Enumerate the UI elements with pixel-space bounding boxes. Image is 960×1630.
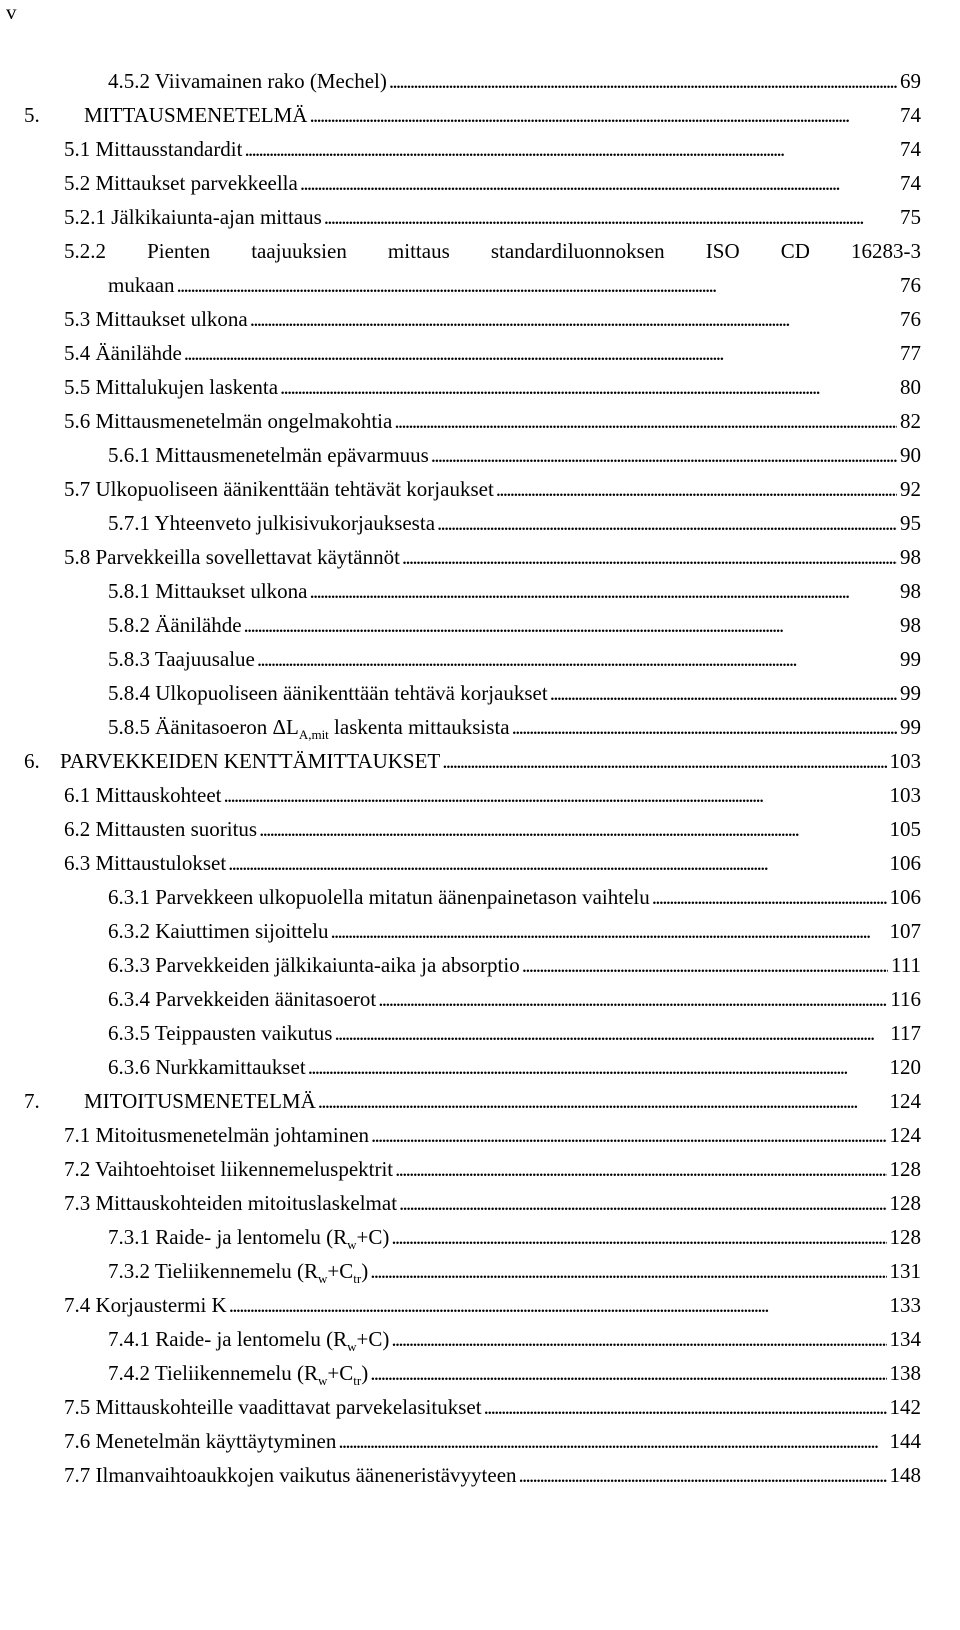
- toc-page: 116: [890, 987, 921, 1011]
- dot-leader: [370, 1358, 886, 1388]
- toc-page: 128: [889, 1225, 921, 1249]
- toc-number: 7.5: [64, 1395, 91, 1419]
- toc-title: Mittausstandardit: [95, 137, 243, 161]
- toc-number: 5.8.5: [108, 715, 150, 739]
- delta-symbol: ΔL: [272, 715, 299, 739]
- toc-page: 98: [900, 579, 921, 603]
- toc-entry[interactable]: [108, 576, 921, 610]
- toc-page: 80: [900, 375, 921, 399]
- toc-entry[interactable]: [64, 338, 921, 372]
- toc-number: 7.2: [64, 1157, 91, 1181]
- toc-number: 6.1: [64, 783, 91, 807]
- toc-title: Nurkkamittaukset: [155, 1055, 306, 1079]
- toc-page: 134: [889, 1327, 921, 1351]
- toc-entry[interactable]: [24, 100, 921, 134]
- toc-title: Mittausmenetelmän epävarmuus: [155, 443, 429, 467]
- toc-entry[interactable]: [64, 1290, 921, 1324]
- dot-leader: [223, 780, 886, 810]
- toc-page: 90: [900, 443, 921, 467]
- toc-number: 7.4.1: [108, 1327, 150, 1351]
- dot-leader: [229, 1290, 887, 1320]
- toc-page: 117: [890, 1021, 921, 1045]
- toc-entry[interactable]: [108, 610, 921, 644]
- toc-entry[interactable]: [64, 1188, 921, 1222]
- toc-entry[interactable]: [108, 644, 921, 678]
- toc-number: 5.8.2: [108, 613, 150, 637]
- toc-number: 7.4: [64, 1293, 91, 1317]
- toc-entry[interactable]: [108, 1358, 921, 1392]
- dot-leader: [391, 1324, 886, 1354]
- toc-entry[interactable]: [24, 1086, 921, 1120]
- toc-entry[interactable]: [64, 372, 921, 406]
- toc-entry[interactable]: [64, 168, 921, 202]
- toc-number: 5.7.1: [108, 511, 150, 535]
- toc-title: MITTAUSMENETELMÄ: [84, 103, 308, 127]
- dot-leader: [228, 848, 886, 878]
- toc-title: mukaan: [108, 273, 175, 297]
- dot-leader: [496, 474, 897, 504]
- toc-page: 124: [889, 1089, 921, 1113]
- toc-page: 76: [900, 307, 921, 331]
- toc-entry[interactable]: [24, 746, 921, 780]
- dot-leader: [402, 542, 897, 572]
- toc-page: 106: [889, 851, 921, 875]
- toc-entry[interactable]: [108, 508, 921, 542]
- toc-page: 98: [900, 545, 921, 569]
- toc-number: 7.1: [64, 1123, 91, 1147]
- dot-leader: [244, 610, 897, 640]
- toc-number: 7.4.2: [108, 1361, 150, 1385]
- dot-leader: [308, 1052, 887, 1082]
- dot-leader: [399, 1188, 886, 1218]
- toc-page: 131: [889, 1259, 921, 1283]
- toc-page: 111: [891, 953, 921, 977]
- toc-entry[interactable]: [64, 780, 921, 814]
- dot-leader: [370, 1256, 886, 1286]
- toc-entry[interactable]: [108, 712, 921, 746]
- toc-title: Mittalukujen laskenta: [95, 375, 279, 399]
- dot-leader: [378, 984, 887, 1014]
- toc-page: 74: [900, 137, 921, 161]
- toc-title: Menetelmän käyttäytyminen: [95, 1429, 337, 1453]
- dot-leader: [334, 1018, 887, 1048]
- toc-title: Viivamainen rako (Mechel): [154, 69, 387, 93]
- toc-number: 5.8.4: [108, 681, 150, 705]
- dot-leader: [176, 270, 897, 300]
- toc-page: 124: [889, 1123, 921, 1147]
- toc-number: 6.3.4: [108, 987, 150, 1011]
- toc-entry[interactable]: [108, 950, 921, 984]
- toc-title: Mittaustulokset: [95, 851, 227, 875]
- toc-title: Mitoitusmenetelmän johtaminen: [95, 1123, 370, 1147]
- toc-number: 6.3: [64, 851, 91, 875]
- toc-title: Vaihtoehtoiset liikennemeluspektrit: [95, 1157, 394, 1181]
- toc-page: 74: [900, 103, 921, 127]
- dot-leader: [259, 814, 886, 844]
- toc-page: 128: [889, 1191, 921, 1215]
- toc-page: 99: [900, 681, 921, 705]
- toc-number: 5.6.1: [108, 443, 150, 467]
- toc-title: Parvekkeilla sovellettavat käytännöt: [95, 545, 400, 569]
- toc-title: Mittaukset ulkona: [95, 307, 248, 331]
- toc-number: 7.3.2: [108, 1259, 150, 1283]
- toc-entry[interactable]: [64, 304, 921, 338]
- toc-title: Yhteenveto julkisivukorjauksesta: [154, 511, 436, 535]
- toc-title: Parvekkeen ulkopuolella mitatun äänenpainetason vaihtelu: [155, 885, 650, 909]
- dot-leader: [522, 950, 888, 980]
- toc-entry[interactable]: [108, 882, 921, 916]
- dot-leader: [371, 1120, 886, 1150]
- toc-entry[interactable]: [64, 1154, 921, 1188]
- toc-number: 5.2.2: [64, 239, 106, 263]
- toc-title: PARVEKKEIDEN KENTTÄMITTAUKSET: [60, 749, 441, 773]
- toc-entry[interactable]: [108, 1324, 921, 1358]
- toc-page: 103: [889, 749, 921, 773]
- toc-title: Äänilähde: [155, 613, 242, 637]
- toc-entry[interactable]: [108, 1256, 921, 1290]
- toc-number: 5.5: [64, 375, 91, 399]
- toc-number: 6.3.2: [108, 919, 150, 943]
- toc-entry-line-1[interactable]: 5.2.2 Pienten taajuuksien mittaus standardiluonnoksen ISO CD 16283-3: [64, 236, 921, 266]
- toc-title: Raide- ja lentomelu $(R_w+C)$: [155, 1327, 390, 1355]
- toc-page: 76: [900, 273, 921, 297]
- toc-number: 5.4: [64, 341, 91, 365]
- dot-leader: [395, 1154, 886, 1184]
- toc-page: 99: [900, 647, 921, 671]
- toc-page: 138: [889, 1361, 921, 1385]
- toc-page: 74: [900, 171, 921, 195]
- toc-page: 92: [900, 477, 921, 501]
- toc-number: 7.3: [64, 1191, 91, 1215]
- toc-page: 107: [889, 919, 921, 943]
- toc-page: 128: [889, 1157, 921, 1181]
- toc-entry[interactable]: [108, 916, 921, 950]
- toc-entry[interactable]: [64, 406, 921, 440]
- toc-page: 148: [889, 1463, 921, 1487]
- toc-entry[interactable]: [108, 1222, 921, 1256]
- dot-leader: [550, 678, 897, 708]
- toc-title: Korjaustermi K: [95, 1293, 227, 1317]
- toc-number: 5.3: [64, 307, 91, 331]
- toc-page: 82: [900, 409, 921, 433]
- toc-entry[interactable]: [108, 440, 921, 474]
- toc-number: 6.3.1: [108, 885, 150, 909]
- toc-number: 5.6: [64, 409, 91, 433]
- toc-title: MITOITUSMENETELMÄ: [84, 1089, 316, 1113]
- toc-entry[interactable]: [108, 66, 921, 100]
- toc-page: 99: [900, 715, 921, 739]
- toc-title: Parvekkeiden äänitasoerot: [155, 987, 377, 1011]
- toc-entry[interactable]: [108, 270, 921, 304]
- toc-number: 5.2: [64, 171, 91, 195]
- toc-entry[interactable]: [64, 814, 921, 848]
- page-number-roman: v: [6, 0, 17, 24]
- toc-title: Mittauskohteiden mitoituslaskelmat: [95, 1191, 398, 1215]
- toc-page: 75: [900, 205, 921, 229]
- toc-entry[interactable]: [108, 678, 921, 712]
- dot-leader: [519, 1460, 887, 1490]
- toc-title: Parvekkeiden jälkikaiunta-aika ja absorptio: [155, 953, 520, 977]
- toc-page: 103: [889, 783, 921, 807]
- toc-number: 5.1: [64, 137, 91, 161]
- toc-number: 6.3.3: [108, 953, 150, 977]
- toc-title: Jälkikaiunta-ajan mittaus: [111, 205, 322, 229]
- toc-title: Mittaukset ulkona: [155, 579, 308, 603]
- toc-number: 7.7: [64, 1463, 91, 1487]
- toc-page: 144: [889, 1429, 921, 1453]
- toc-entry[interactable]: [108, 1018, 921, 1052]
- toc-page: 98: [900, 613, 921, 637]
- toc-entry[interactable]: [108, 984, 921, 1018]
- dot-leader: [324, 202, 897, 232]
- dot-leader: [300, 168, 897, 198]
- toc-entry[interactable]: [64, 1460, 921, 1494]
- toc-title: Mittauskohteille vaadittavat parvekelasitukset: [95, 1395, 482, 1419]
- toc-title: Taajuusalue: [154, 647, 255, 671]
- toc-title: Raide- ja lentomelu $(R_w+C)$: [155, 1225, 390, 1253]
- toc-page: 95: [900, 511, 921, 535]
- dot-leader: [512, 712, 897, 742]
- toc-number: 5.8: [64, 545, 91, 569]
- toc-number: 6.3.6: [108, 1055, 150, 1079]
- toc-number: 6.: [24, 749, 40, 773]
- dot-leader: [431, 440, 897, 470]
- toc-title: Mittaukset parvekkeella: [95, 171, 298, 195]
- toc-title: Teippausten vaikutus: [154, 1021, 333, 1045]
- toc-entry[interactable]: [108, 1052, 921, 1086]
- toc-page: 69: [900, 69, 921, 93]
- toc-title: Tieliikennemelu $(R_w+C_{tr})$: [154, 1361, 369, 1389]
- toc-title: Ulkopuoliseen äänikenttään tehtävät korjaukset: [95, 477, 494, 501]
- toc-page: 133: [889, 1293, 921, 1317]
- dot-leader: [309, 576, 897, 606]
- toc-entry[interactable]: [64, 134, 921, 168]
- toc-entry[interactable]: [64, 1426, 921, 1460]
- toc-title: Mittausten suoritus: [95, 817, 258, 841]
- toc-page: 106: [889, 885, 921, 909]
- toc-page: 105: [889, 817, 921, 841]
- toc-number: 4.5.2: [108, 69, 150, 93]
- dot-leader: [257, 644, 897, 674]
- toc-title: Äänitasoeron $\Delta L_{A,mit}$ laskenta mittauksista: [155, 715, 510, 743]
- toc-entry[interactable]: [64, 202, 921, 236]
- toc-entry[interactable]: [64, 848, 921, 882]
- toc-entry[interactable]: [64, 1120, 921, 1154]
- toc-page: 120: [889, 1055, 921, 1079]
- dot-leader: [318, 1086, 887, 1116]
- toc-number: 5.2.1: [64, 205, 106, 229]
- dot-leader: [184, 338, 897, 368]
- toc-title: Mittauskohteet: [95, 783, 222, 807]
- dot-leader: [437, 508, 897, 538]
- toc-title: Ilmanvaihtoaukkojen vaikutus ääneneristävyyteen: [95, 1463, 517, 1487]
- dot-leader: [244, 134, 897, 164]
- toc-number: 5.7: [64, 477, 91, 501]
- toc-entry[interactable]: [64, 474, 921, 508]
- toc-title: Tieliikennemelu $(R_w+C_{tr})$: [154, 1259, 369, 1287]
- toc-title: Ulkopuoliseen äänikenttään tehtävä korjaukset: [155, 681, 548, 705]
- dot-leader: [280, 372, 897, 402]
- toc-number: 7.3.1: [108, 1225, 150, 1249]
- dot-leader: [389, 66, 897, 96]
- toc-number: 5.: [24, 103, 40, 127]
- dot-leader: [394, 406, 897, 436]
- toc-number: 6.2: [64, 817, 91, 841]
- toc-entry[interactable]: [64, 1392, 921, 1426]
- toc-page: 142: [889, 1395, 921, 1419]
- toc-number: 7.: [24, 1089, 40, 1113]
- dot-leader: [330, 916, 886, 946]
- toc-number: 7.6: [64, 1429, 91, 1453]
- dot-leader: [652, 882, 887, 912]
- dot-leader: [484, 1392, 887, 1422]
- toc-page: 77: [900, 341, 921, 365]
- dot-leader: [309, 100, 897, 130]
- toc-title: Kaiuttimen sijoittelu: [155, 919, 329, 943]
- dot-leader: [391, 1222, 886, 1252]
- toc-title: Mittausmenetelmän ongelmakohtia: [95, 409, 393, 433]
- toc-number: 6.3.5: [108, 1021, 150, 1045]
- toc-number: 5.8.3: [108, 647, 150, 671]
- toc-title: Äänilähde: [95, 341, 182, 365]
- toc-number: 5.8.1: [108, 579, 150, 603]
- dot-leader: [338, 1426, 886, 1456]
- dot-leader: [250, 304, 897, 334]
- toc-entry[interactable]: [64, 542, 921, 576]
- dot-leader: [442, 746, 886, 776]
